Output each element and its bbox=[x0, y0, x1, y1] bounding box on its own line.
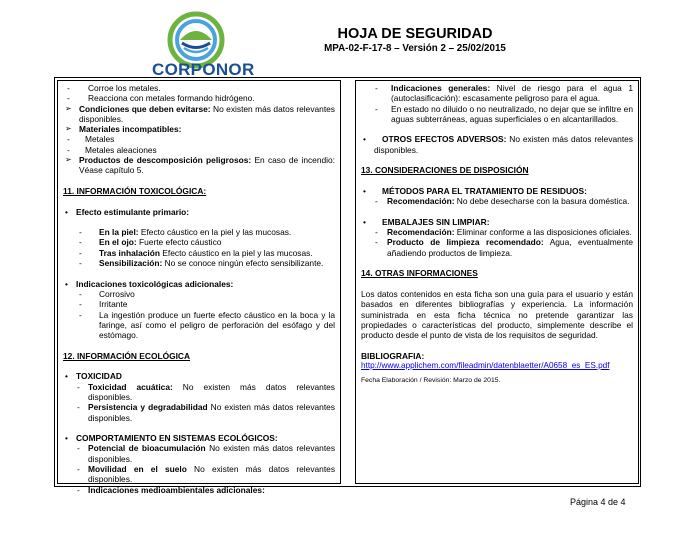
section-heading-12: 12. INFORMACIÓN ECOLÓGICA bbox=[63, 350, 191, 361]
list-item: - Sensibilización: No se conoce ningún efecto sensibilizante. bbox=[79, 258, 324, 269]
list-item: - En la piel: Efecto cáustico en la piel y las mucosas. bbox=[79, 227, 292, 238]
list-item: - Irritante bbox=[79, 299, 128, 310]
list-item: ➢ Condiciones que deben evitarse: No existen más datos relevantes disponibles. bbox=[65, 103, 335, 124]
list-item: • OTROS EFECTOS ADVERSOS: No existen más datos relevantes disponibles. bbox=[363, 134, 633, 155]
list-item: - Corrosivo bbox=[79, 288, 135, 299]
list-item: • COMPORTAMIENTO EN SISTEMAS ECOLÓGICOS: bbox=[65, 433, 278, 444]
list-item: - Reacciona con metales formando hidrógeno. bbox=[67, 93, 255, 104]
list-item: - Indicaciones generales: Nivel de riesgo para el agua 1 (autoclasificación): escasamente peligroso para el agua. bbox=[375, 83, 633, 104]
document-code: MPA-02-F-17-8 – Versión 2 – 25/02/2015 bbox=[324, 43, 506, 54]
left-column bbox=[57, 80, 341, 495]
other-info-paragraph: Los datos contenidos en esta ficha son una guía para el usuario y están basados en diferentes bibliografías y experiencia. La información suministrada en esta ficha técnica no pretende garantizar las propiedades o características del producto, simplemente describe el producto desde el punto de vista de los requisitos de seguridad. bbox=[361, 288, 633, 341]
list-item: - Toxicidad acuática: No existen más datos relevantes disponibles. bbox=[77, 381, 335, 402]
section-heading-13: 13. CONSIDERACIONES DE DISPOSICIÓN bbox=[361, 165, 529, 176]
list-item: - Metales bbox=[67, 134, 115, 145]
list-item: • TOXICIDAD bbox=[65, 371, 122, 382]
arrow-bullet-icon: ➢ bbox=[65, 155, 72, 165]
list-item: - Movilidad en el suelo No existen más datos relevantes disponibles. bbox=[77, 463, 336, 485]
arrow-bullet-icon: ➢ bbox=[65, 124, 72, 134]
list-item: • Indicaciones toxicológicas adicionales: bbox=[65, 278, 234, 289]
list-item: - Persistencia y degradabilidad No existen más datos relevantes disponibles. bbox=[77, 402, 335, 423]
bibliography-heading: BIBLIOGRAFIA: bbox=[361, 350, 425, 361]
arrow-bullet-icon: ➢ bbox=[65, 103, 72, 113]
list-item: - Potencial de bioacumulación No existen más datos relevantes disponibles. bbox=[77, 443, 336, 464]
revision-date: Fecha Elaboración / Revisión: Marzo de 2015. bbox=[361, 377, 501, 385]
list-item: ➢ Materiales incompatibles: bbox=[65, 124, 182, 135]
right-column bbox=[355, 80, 639, 484]
list-item: - Corroe los metales. bbox=[67, 83, 161, 93]
list-item: - La ingestión produce un fuerte efecto cáustico en la boca y la faringe, así como el peligro de perforación del esófago y del estómago. bbox=[79, 309, 335, 341]
list-item: - Tras inhalación Efecto cáustico en la piel y las mucosas. bbox=[79, 247, 313, 258]
bibliography-link[interactable]: http://www.applichem.com/fileadmin/datenblaetter/A0658_es_ES.pdf bbox=[361, 361, 610, 371]
page-number: Página 4 de 4 bbox=[570, 497, 626, 507]
list-item: - En estado no diluido o no neutralizado, no dejar que se infiltre en aguas subterráneas, aguas superficiales o en alcantarillados. bbox=[375, 103, 633, 124]
list-item: - Indicaciones medioambientales adicionales: bbox=[77, 484, 265, 495]
list-item: • MÉTODOS PARA EL TRATAMIENTO DE RESIDUOS: bbox=[363, 185, 587, 196]
list-item: • Efecto estimulante primario: bbox=[65, 206, 190, 217]
list-item: - Metales aleaciones bbox=[67, 144, 157, 155]
logo-wordmark: CORPONOR bbox=[152, 60, 255, 79]
list-item: - Producto de limpieza recomendado: Agua, eventualmente añadiendo productos de limpieza. bbox=[375, 237, 633, 258]
list-item: - Recomendación: Eliminar conforme a las disposiciones oficiales. bbox=[375, 227, 632, 238]
list-item: ➢ Productos de descomposición peligrosos: En caso de incendio: Véase capítulo 5. bbox=[65, 155, 335, 176]
section-heading-14: 14. OTRAS INFORMACIONES bbox=[361, 268, 478, 279]
section-heading-11: 11. INFORMACIÓN TOXICOLÓGICA: bbox=[63, 185, 207, 196]
list-item: - En el ojo: Fuerte efecto cáustico bbox=[79, 237, 222, 248]
list-item: - Recomendación: No debe desecharse con la basura doméstica. bbox=[375, 196, 630, 207]
list-item: • EMBALAJES SIN LIMPIAR: bbox=[363, 216, 490, 227]
document-title: HOJA DE SEGURIDAD bbox=[337, 26, 493, 42]
